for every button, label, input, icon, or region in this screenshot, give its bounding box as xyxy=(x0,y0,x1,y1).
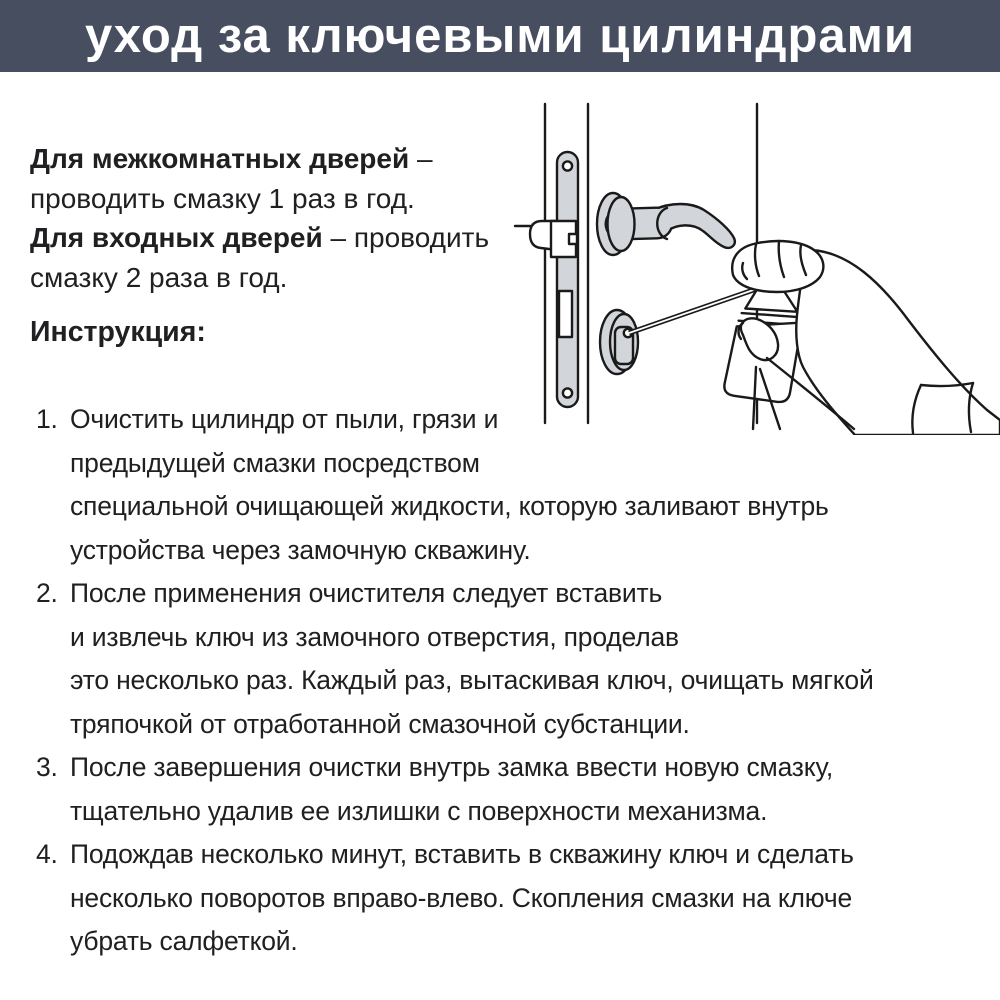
item-number: 4. xyxy=(36,839,58,869)
instructions-heading: Инструкция: xyxy=(30,316,206,348)
latch-case-notch xyxy=(569,234,577,244)
intro-bold-entrance-doors: Для входных дверей xyxy=(30,222,323,253)
lock-lubrication-illustration xyxy=(505,95,1000,435)
screw-hole-bottom xyxy=(563,388,572,397)
item-number: 2. xyxy=(36,578,58,608)
instruction-item-2 xyxy=(36,572,986,746)
lock-faceplate xyxy=(557,152,578,407)
item-line: После применения очистителя следует вставить xyxy=(70,578,663,608)
instruction-list xyxy=(36,398,986,964)
item-number: 1. xyxy=(36,404,58,434)
keyhole-escutcheon-icon xyxy=(600,310,638,374)
instruction-item-1 xyxy=(36,398,986,572)
intro-line: проводить смазку 1 раз в год. xyxy=(30,182,415,214)
item-number: 3. xyxy=(36,752,58,782)
item-line: специальной очищающей жидкости, которую заливают внутрь xyxy=(70,491,829,521)
item-line: Подождав несколько минут, вставить в скважину ключ и сделать xyxy=(70,839,854,869)
door-handle-icon xyxy=(597,193,735,255)
intro-line: смазку 2 раза в год. xyxy=(30,261,288,293)
item-line: тряпочкой от отработанной смазочной субстанции. xyxy=(70,708,690,739)
instruction-item-4 xyxy=(36,833,986,964)
page-title: уход за ключевыми цилиндрами xyxy=(84,9,916,63)
item-line: предыдущей смазки посредством xyxy=(70,447,480,478)
item-line: и извлечь ключ из замочного отверстия, проделав xyxy=(70,621,679,652)
header-bar xyxy=(0,0,1000,72)
item-line: убрать салфеткой. xyxy=(70,926,298,956)
intro-paragraph xyxy=(30,139,500,297)
item-line: устройства через замочную скважину. xyxy=(70,534,531,565)
item-line: После завершения очистки внутрь замка ввести новую смазку, xyxy=(70,752,834,782)
item-line: тщательно удалив ее излишки с поверхности механизма. xyxy=(70,795,768,826)
mortise-lock-icon xyxy=(515,152,578,407)
item-line: несколько поворотов вправо-влево. Скопления смазки на ключе xyxy=(70,882,853,913)
item-line: Очистить цилиндр от пыли, грязи и xyxy=(70,404,499,434)
intro-line: Для межкомнатных дверей – xyxy=(30,143,433,174)
intro-line: Для входных дверей – проводить xyxy=(30,222,490,253)
screw-hole-top xyxy=(563,161,572,170)
lock-lubrication-drawing xyxy=(505,95,1000,435)
intro-bold-interior-doors: Для межкомнатных дверей xyxy=(30,143,410,174)
handle-rosette-front xyxy=(608,197,635,251)
item-line: это несколько раз. Каждый раз, вытаскивая ключ, очищать мягкой xyxy=(70,665,874,695)
instruction-item-3 xyxy=(36,746,986,833)
deadbolt-slot xyxy=(559,291,572,337)
